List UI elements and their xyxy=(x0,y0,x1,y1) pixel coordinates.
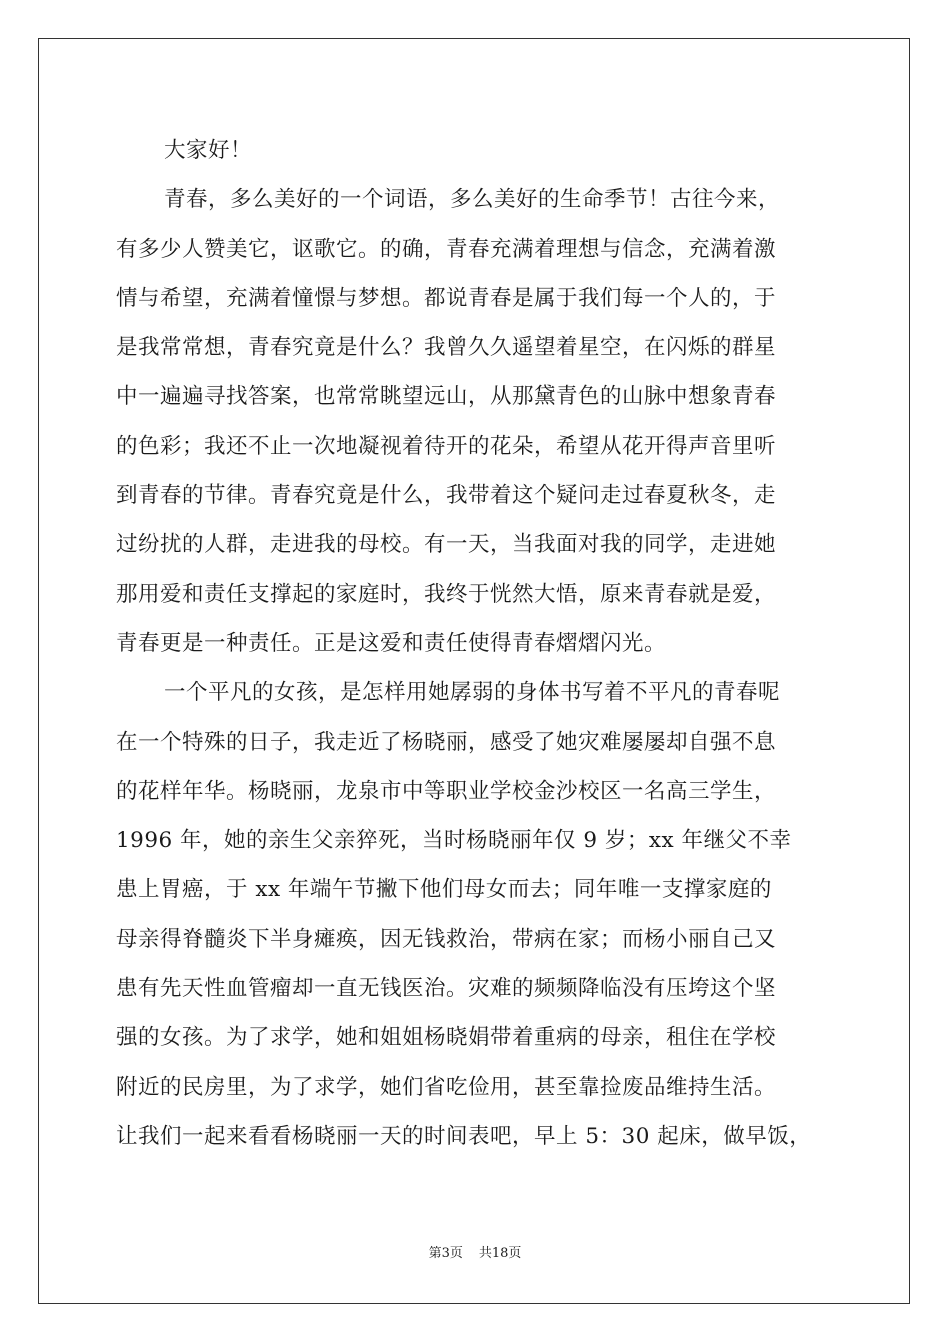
paragraph-line: 那用爱和责任支撑起的家庭时，我终于恍然大悟，原来青春就是爱， xyxy=(116,581,777,607)
paragraph-line: 有多少人赞美它，讴歌它。的确，青春充满着理想与信念，充满着激 xyxy=(116,236,777,262)
paragraph-line: 在一个特殊的日子，我走近了杨晓丽，感受了她灾难屡屡却自强不息 xyxy=(116,729,777,755)
paragraph-line: 是我常常想，青春究竟是什么？我曾久久遥望着星空，在闪烁的群星 xyxy=(116,335,777,361)
paragraph-line: 患上胃癌，于 xx 年端午节撇下他们母女而去；同年唯一支撑家庭的 xyxy=(116,877,772,903)
greeting-line: 大家好！ xyxy=(164,138,253,163)
paragraph-line: 过纷扰的人群，走进我的母校。有一天，当我面对我的同学，走进她 xyxy=(116,532,777,558)
paragraph-line: 一个平凡的女孩，是怎样用她孱弱的身体书写着不平凡的青春呢 xyxy=(164,680,781,706)
paragraph-line: 的花样年华。杨晓丽，龙泉市中等职业学校金沙校区一名高三学生， xyxy=(116,778,777,804)
paragraph-line: 让我们一起来看看杨晓丽一天的时间表吧，早上 5：30 起床，做早饭， xyxy=(116,1123,812,1149)
paragraph-line: 的色彩；我还不止一次地凝视着待开的花朵，希望从花开得声音里听 xyxy=(116,433,777,459)
paragraph-line: 强的女孩。为了求学，她和姐姐杨晓娟带着重病的母亲，租住在学校 xyxy=(116,1025,777,1051)
page-footer xyxy=(0,1246,950,1262)
page-total: 共18页 xyxy=(478,1246,522,1261)
paragraph-line: 青春，多么美好的一个词语，多么美好的生命季节！古往今来， xyxy=(164,187,781,213)
paragraph-line: 母亲得脊髓炎下半身瘫痪，因无钱救治，带病在家；而杨小丽自己又 xyxy=(116,926,777,952)
paragraph-line: 中一遍遍寻找答案，也常常眺望远山，从那黛青色的山脉中想象青春 xyxy=(116,384,777,410)
paragraph-line: 1996 年，她的亲生父亲猝死，当时杨晓丽年仅 9 岁；xx 年继父不幸 xyxy=(116,828,792,854)
paragraph-line: 情与希望，充满着憧憬与梦想。都说青春是属于我们每一个人的，于 xyxy=(116,285,777,311)
page-number: 第3页 xyxy=(428,1246,463,1261)
paragraph-line: 患有先天性血管瘤却一直无钱医治。灾难的频频降临没有压垮这个坚 xyxy=(116,976,777,1002)
paragraph-line: 附近的民房里，为了求学，她们省吃俭用，甚至靠捡废品维持生活。 xyxy=(116,1074,777,1100)
document-body xyxy=(116,126,856,1161)
paragraph-line: 青春更是一种责任。正是这爱和责任使得青春熠熠闪光。 xyxy=(116,630,667,656)
paragraph-line: 到青春的节律。青春究竟是什么，我带着这个疑问走过春夏秋冬，走 xyxy=(116,483,777,509)
